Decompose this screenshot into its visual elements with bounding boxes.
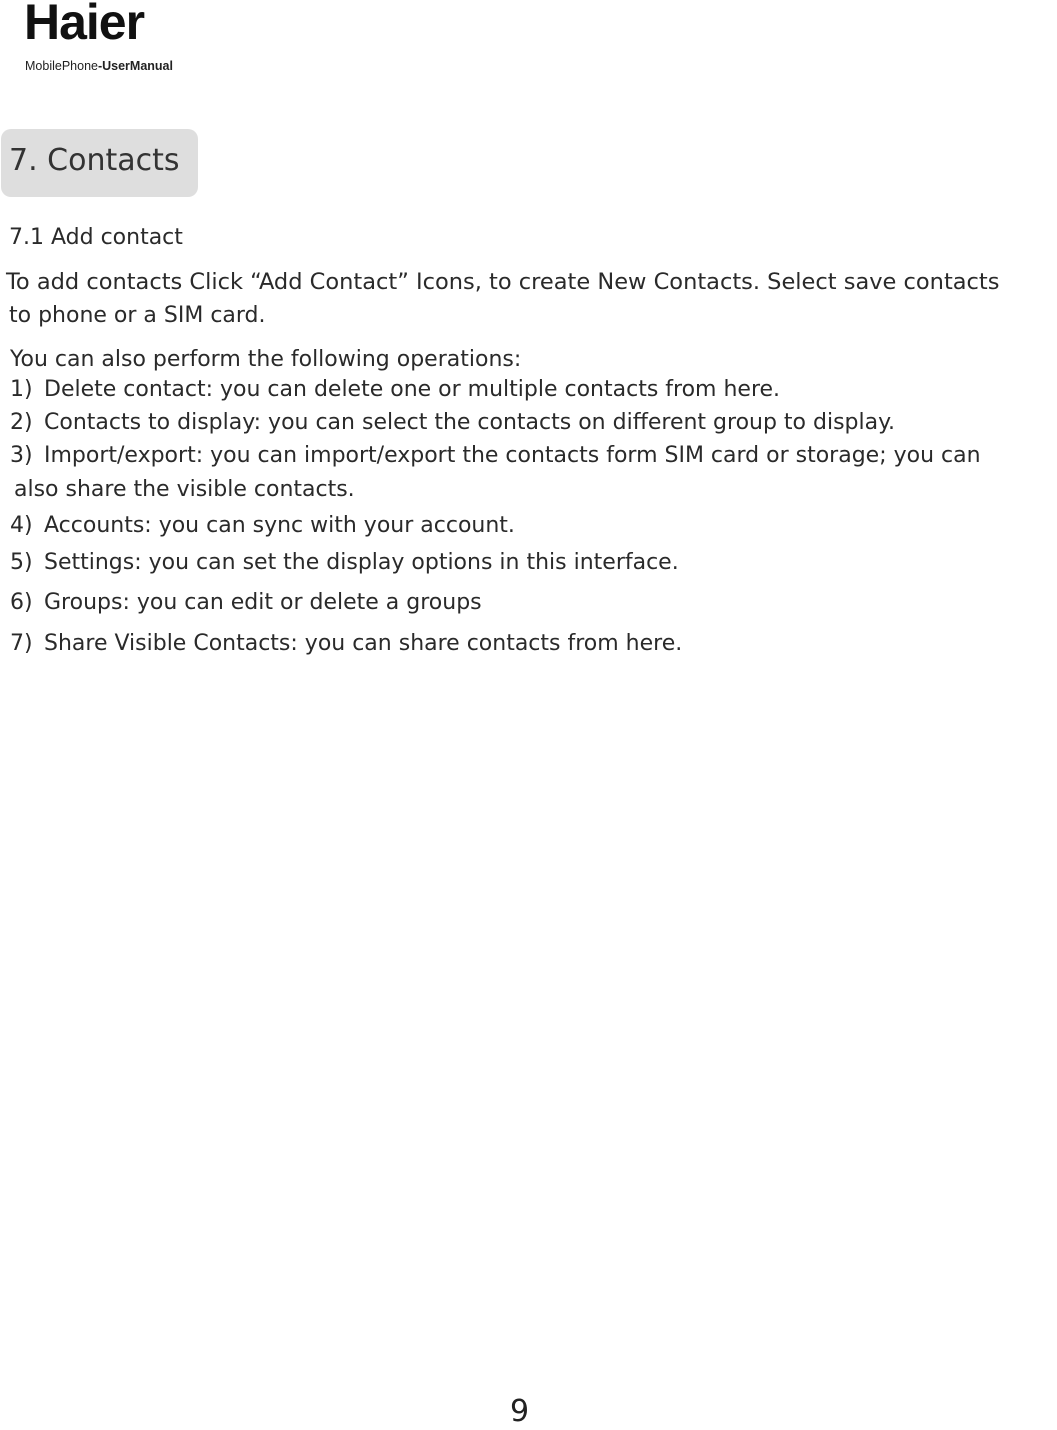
list-item <box>10 442 981 470</box>
list-item <box>10 549 679 577</box>
intro-line-2: to phone or a SIM card. <box>9 303 266 328</box>
list-item-text: Import/export: you can import/export the contacts form SIM card or storage; you can <box>44 443 981 468</box>
subsection-heading: 7.1 Add contact <box>9 225 183 250</box>
section-title: 7. Contacts <box>9 143 180 178</box>
list-item <box>10 409 895 437</box>
intro-line-1: To add contacts Click “Add Contact” Icons, to create New Contacts. Select save contacts <box>6 269 1000 295</box>
manual-tagline <box>25 59 173 73</box>
haier-logo: Haier <box>24 0 145 50</box>
page-number: 9 <box>510 1394 530 1429</box>
list-item <box>10 630 682 658</box>
list-item-number: 6) <box>10 590 33 615</box>
list-item-continuation: also share the visible contacts. <box>14 477 355 502</box>
list-item-number: 7) <box>10 631 33 656</box>
list-item-text: Contacts to display: you can select the contacts on different group to display. <box>44 410 895 435</box>
list-item-number: 2) <box>10 410 33 435</box>
list-item-number: 3) <box>10 443 33 468</box>
list-item-text: Groups: you can edit or delete a groups <box>44 590 482 615</box>
list-item-text: Accounts: you can sync with your account. <box>44 513 515 538</box>
tagline-bold: -UserManual <box>97 59 173 73</box>
list-item-text: Share Visible Contacts: you can share contacts from here. <box>44 631 683 656</box>
list-item-text: Delete contact: you can delete one or multiple contacts from here. <box>44 377 781 402</box>
list-item-text: Settings: you can set the display options in this interface. <box>44 550 679 575</box>
list-item <box>10 589 482 617</box>
tagline-regular: MobilePhone <box>25 59 98 73</box>
list-item <box>10 376 780 404</box>
list-item-number: 5) <box>10 550 33 575</box>
list-item-number: 4) <box>10 513 33 538</box>
list-item <box>10 512 515 540</box>
operations-heading: You can also perform the following operations: <box>10 347 522 372</box>
list-item-number: 1) <box>10 377 33 402</box>
